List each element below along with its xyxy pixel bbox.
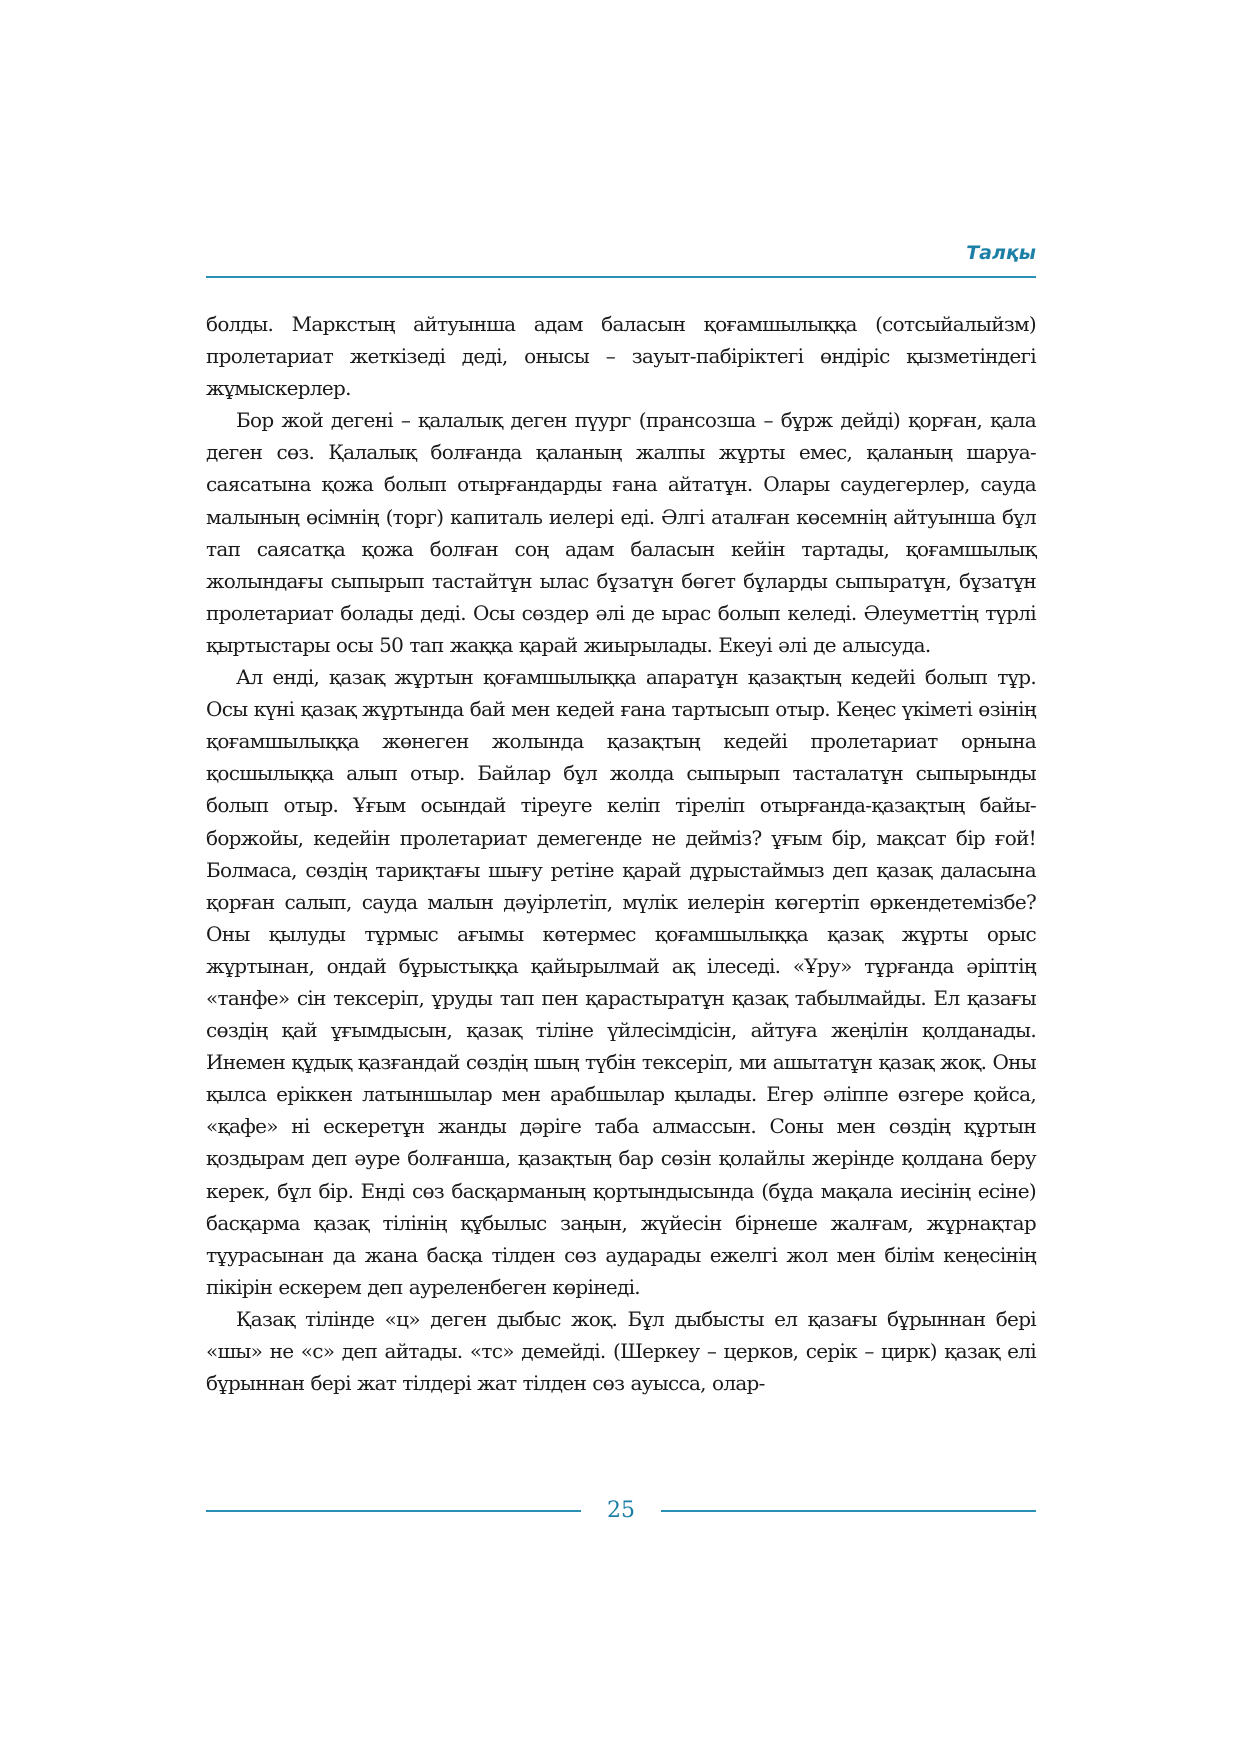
page-footer (206, 1496, 1036, 1526)
header-rule (206, 276, 1036, 278)
footer-rule-right (661, 1510, 1036, 1512)
paragraph: болды. Маркстың айтуынша адам баласын қоғамшылыққа (сотсыйалыйзм) пролетариат жеткізеді деді, онысы – зауыт-пабіріктегі өндіріс қызметіндегі жұмыскерлер. (206, 312, 1036, 401)
page-number: 25 (607, 1498, 635, 1523)
page-body (206, 308, 1036, 1399)
paragraph: Бор жой дегені – қалалық деген пүург (прансозша – бұрж дейді) қорған, қала деген сөз. Қалалық болғанда қаланың жалпы жұрты емес, қаланың шаруа-саясатына қожа болып отырғандарды ғана айтатұн. Олары саудегерлер, сауда малының өсімнің (торг) капиталь иелері еді. Әлгі аталған көсемнің айтуынша бұл тап саясатқа қожа болған соң адам баласын кейін тартады, қоғамшылық жолындағы сыпырып тастайтұн ылас бұзатұн бөгет бұларды сыпыратұн, бұзатұн пролетариат болады деді. Осы сөздер әлі де ырас болып келеді. Әлеуметтің түрлі қыртыстары осы 50 тап жаққа қарай жиырылады. Екеуі әлі де алысуда. (206, 408, 1036, 657)
footer-rule-left (206, 1510, 581, 1512)
paragraph: Ал енді, қазақ жұртын қоғамшылыққа апаратұн қазақтың кедейі болып тұр. Осы күні қазақ жұртында бай мен кедей ғана тартысып отыр. Кеңес үкіметі өзінің қоғамшылыққа жөнеген жолында қазақтың кедейі пролетариат орнына қосшылыққа алып отыр. Байлар бұл жолда сыпырып тасталатұн сыпырынды болып отыр. Ұғым осындай тіреуге келіп тіреліп отырғанда-қазақтың байы-боржойы, кедейін пролетариат демегенде не дейміз? ұғым бір, мақсат бір ғой! Болмаса, сөздің тариқтағы шығу ретіне қарай дұрыстаймыз деп қазақ даласына қорған салып, сауда малын дәуірлетіп, мүлік иелерін көгертіп өркендетемізбе? Оны қылуды тұрмыс ағымы көтермес қоғамшылыққа қазақ жұрты орыс жұртынан, ондай бұрыстыққа қайырылмай ақ ілеседі. «Ұру» тұрғанда әріптің «танфе» сін тексеріп, ұруды тап пен қарастыратұн қазақ табылмайды. Ел қазағы сөздің қай ұғымдысын, қазақ тіліне үйлесімдісін, айтуға жеңілін қолданады. Инемен құдық қазғандай сөздің шың түбін тексеріп, ми ашытатұн қазақ жоқ. Оны қылса еріккен латыншылар мен арабшылар қылады. Егер әліппе өзгере қойса, «қафе» ні ескеретұн жанды дәріге таба алмассын. Соны мен сөздің құртын қоздырам деп әуре болғанша, қазақтың бар сөзін қолайлы жерінде қолдана беру керек, бұл бір. Енді сөз басқарманың қортындысында (бұда мақала иесінің есіне) басқарма қазақ тілінің құбылыс заңын, жүйесін бірнеше жалғам, жұрнақтар тұурасынан да жана басқа тілден сөз аударады ежелгі жол мен білім кеңесінің пікірін ескерем деп ауреленбеген көрінеді. (206, 665, 1036, 1299)
paragraph: Қазақ тілінде «ц» деген дыбыс жоқ. Бұл дыбысты ел қазағы бұрыннан бері «шы» не «с» деп айтады. «тс» демейді. (Шеркеу – церков, серік – цирк) қазақ елі бұрыннан бері жат тілдері жат тілден сөз ауысса, олар- (206, 1306, 1036, 1396)
running-title: Талқы (966, 242, 1036, 264)
